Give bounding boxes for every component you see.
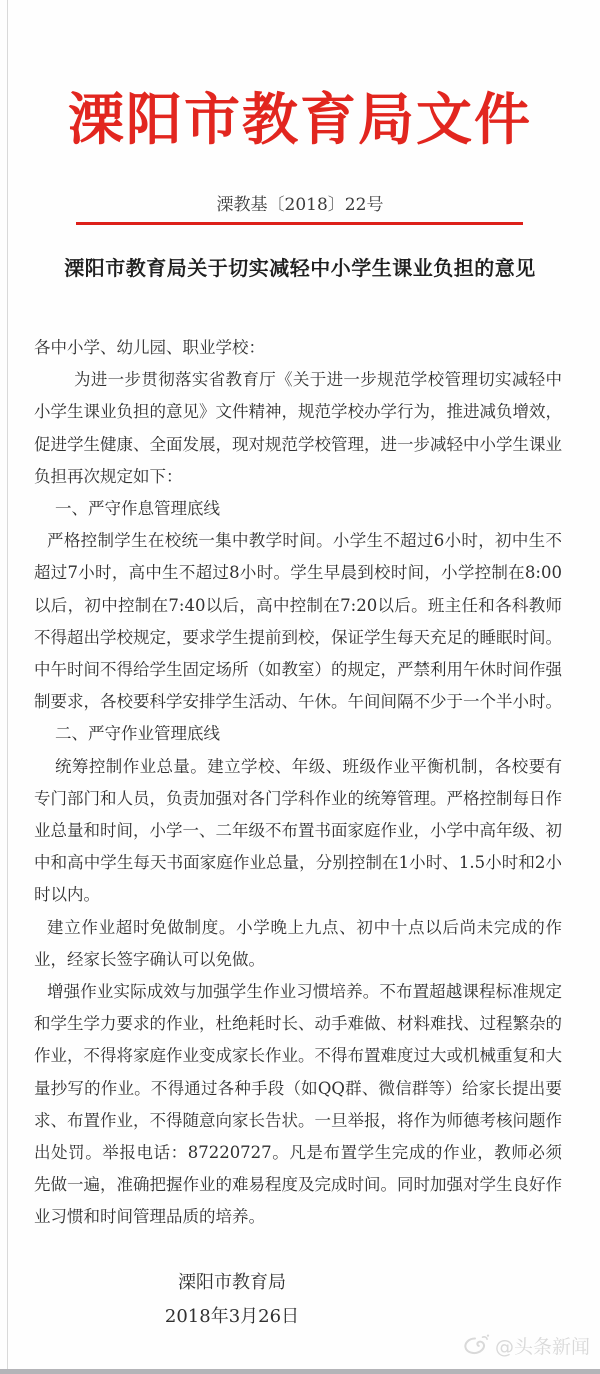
signature-block: [156, 1266, 308, 1334]
weibo-icon: [463, 1334, 490, 1357]
watermark: [463, 1332, 590, 1359]
section-2-paragraph-3: 增强作业实际成效与加强学生作业习惯培养。不布置超越课程标准规定和学生学力要求的作业，杜绝耗时长、动手难做、材料难找、过程繁杂的作业，不得将家庭作业变成家长作业。不得布置难度过大或机械重复和大量抄写的作业。不得通过各种手段（如QQ群、微信群等）给家长提出要求、布置作业，不得随意向家长告状。一旦举报，将作为师德考核问题作出处罚。举报电话：87220727。凡是布置学生完成的作业，教师必须先做一遍，准确把握作业的难易程度及完成时间。同时加强对学生良好作业习惯和时间管理品质的培养。: [34, 982, 562, 1227]
section-2-paragraph-1: 统筹控制作业总量。建立学校、年级、班级作业平衡机制，各校要有专门部门和人员，负责加强对各门学科作业的统筹管理。严格控制每日作业总量和时间，小学一、二年级不布置书面家庭作业，小学中高年级、初中和高中学生每天书面家庭作业总量，分别控制在1小时、1.5小时和2小时以内。: [34, 756, 562, 905]
watermark-text: @头条新闻: [494, 1336, 590, 1358]
intro-paragraph: 为进一步贯彻落实省教育厅《关于进一步规范学校管理切实减轻中小学生课业负担的意见》文件精神，规范学校办学行为，推进减负增效，促进学生健康、全面发展，现对规范学校管理，进一步减轻中小学生课业负担再次规定如下：: [34, 370, 562, 486]
doc-number: 溧教基〔2018〕22号: [216, 195, 384, 215]
section-1-heading: 一、严守作息管理底线: [55, 499, 220, 519]
signature-date: 2018年3月26日: [164, 1306, 300, 1327]
signature-agency: 溧阳市教育局: [178, 1272, 286, 1293]
document-title: 溧阳市教育局关于切实减轻中小学生课业负担的意见: [64, 256, 536, 280]
red-separator-rule: [76, 222, 523, 225]
section-2-paragraph-2: 建立作业超时免做制度。小学晚上九点、初中十点以后尚未完成的作业，经家长签字确认可以免做。: [34, 917, 562, 969]
bottom-edge-bar: [0, 1369, 600, 1374]
salutation-line: 各中小学、幼儿园、职业学校：: [34, 338, 265, 357]
section-1-paragraph-1: 严格控制学生在校统一集中教学时间。小学生不超过6小时，初中生不超过7小时，高中生不超过8小时。学生早晨到校时间，小学控制在8:00以后，初中控制在7:40以后，高中控制在7:20以后。班主任和各科教师不得超出学校规定，要求学生提前到校，保证学生每天充足的睡眠时间。: [34, 531, 562, 647]
document-body: [34, 332, 562, 1234]
section-1-paragraph-2: 中午时间不得给学生固定场所（如教室）的规定，严禁利用午休时间作强制要求，各校要科学安排学生活动、午休。午间间隔不少于一个半小时。: [34, 660, 562, 712]
agency-title: 溧阳市教育局文件: [68, 87, 532, 153]
section-2-heading: 二、严守作业管理底线: [55, 724, 220, 744]
